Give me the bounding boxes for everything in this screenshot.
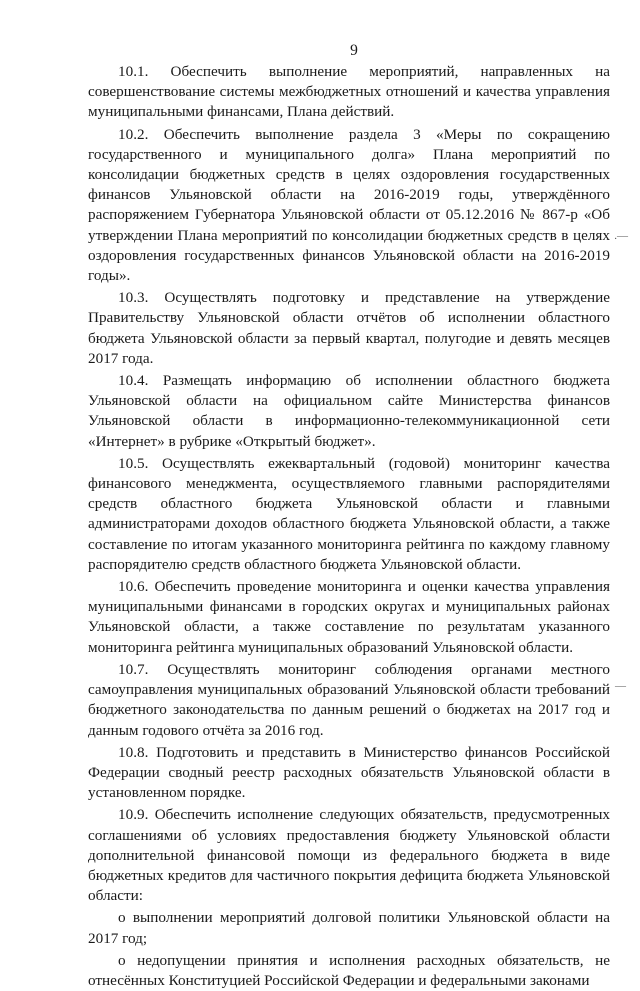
paragraph-10-7: 10.7. Осуществлять мониторинг соблюдения органами местного самоуправления муниципальных образований Ульяновской области требований бюджетного законодательства по данным решений о бюджетах на 2017 год и данным годового отчёта за 2016 год. [88, 660, 610, 739]
paragraph-10-4: 10.4. Размещать информацию об исполнении областного бюджета Ульяновской области на официальном сайте Министерства финансов Ульяновской области в информационно-телекоммуникационной сети «Интернет» в рубрике «Открытый бюджет». [88, 372, 610, 450]
paragraph-10-2: 10.2. Обеспечить выполнение раздела 3 «Меры по сокращению государственного и муниципального долга» Плана мероприятий по консолидации бюджетных средств в целях оздоровления государственных финансов Ульяновской области на 2016-2019 годы, утверждённого распоряжением Губернатора Ульяновской области от 05.12.2016 № 867-р «Об утверждении Плана мероприятий по консолидации бюджетных средств в целях оздоровления государственных финансов Ульяновской области на 2016-2019 годы». [88, 125, 610, 285]
paragraph-10-9: 10.9. Обеспечить исполнение следующих обязательств, предусмотренных соглашениями об условиях предоставления бюджету Ульяновской области дополнительной финансовой помощи из федерального бюджета в виде бюджетных кредитов для частичного покрытия дефицита бюджета Ульяновской области: [88, 806, 610, 905]
paragraph-10-3: 10.3. Осуществлять подготовку и представление на утверждение Правительству Ульяновской области отчётов об исполнении областного бюджета Ульяновской области за первый квартал, полугодие и девять месяцев 2017 года. [88, 289, 610, 367]
paragraph-obligations: о недопущении принятия и исполнения расходных обязательств, не отнесённых Конституцией Российской Федерации и федеральными законами [88, 951, 610, 989]
paragraph-10-1: 10.1. Обеспечить выполнение мероприятий, направленных на совершенствование системы межбюджетных отношений и качества управления муниципальными финансами, Плана действий. [88, 63, 610, 121]
margin-mark: .— [614, 230, 628, 242]
paragraph-debt-policy: о выполнении мероприятий долговой политики Ульяновской области на 2017 год; [88, 909, 610, 947]
paragraph-10-5: 10.5. Осуществлять ежеквартальный (годовой) мониторинг качества финансового менеджмента, осуществляемого главными распорядителями средств областного бюджета Ульяновской области и главными администраторами доходов областного бюджета Ульяновской области, а также составление по итогам указанного мониторинга рейтинга по каждому главному распорядителю средств областного бюджета Ульяновской области. [88, 454, 610, 573]
page-number: 9 [350, 42, 358, 59]
margin-mark: — [615, 680, 626, 692]
paragraph-10-6: 10.6. Обеспечить проведение мониторинга и оценки качества управления муниципальными финансами в городских округах и муниципальных районах Ульяновской области, а также составление по результатам указанного мониторинга рейтинга муниципальных образований Ульяновской области. [88, 578, 610, 656]
paragraph-10-8: 10.8. Подготовить и представить в Министерство финансов Российской Федерации сводный реестр расходных обязательств Ульяновской области в установленном порядке. [88, 743, 610, 802]
